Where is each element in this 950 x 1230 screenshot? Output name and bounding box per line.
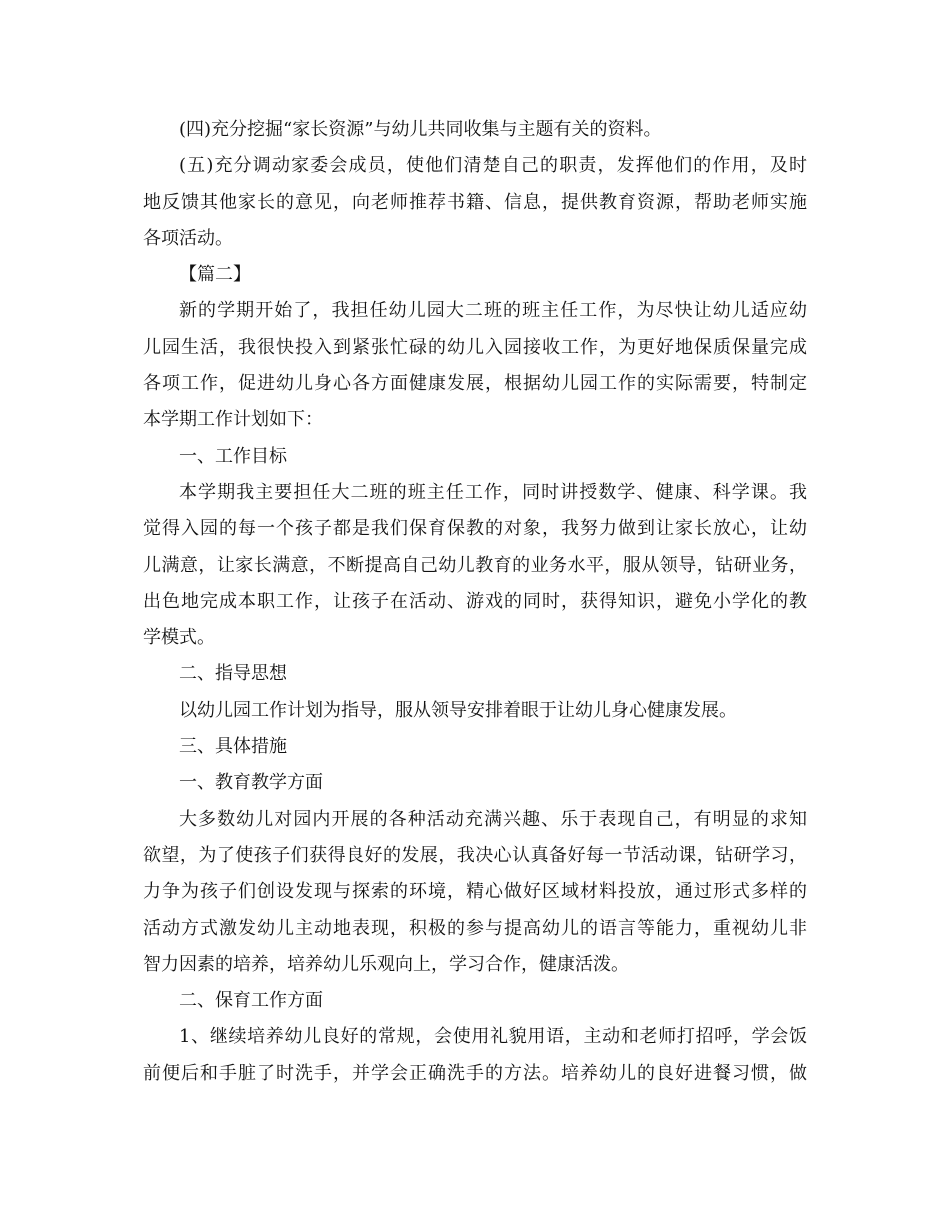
paragraph-line: 1、继续培养幼儿良好的常规，会使用礼貌用语，主动和老师打招呼，学会饭 bbox=[179, 1026, 807, 1048]
paragraph-line: 智力因素的培养，培养幼儿乐观向上，学习合作，健康活泼。 bbox=[143, 953, 629, 975]
paragraph-line: 出色地完成本职工作，让孩子在活动、游戏的同时，获得知识，避免小学化的教 bbox=[143, 590, 807, 612]
paragraph-line: (四)充分挖掘“家长资源”与幼儿共同收集与主题有关的资料。 bbox=[179, 119, 662, 140]
paragraph-line: 学模式。 bbox=[143, 627, 215, 649]
paragraph-line: 新的学期开始了，我担任幼儿园大二班的班主任工作，为尽快让幼儿适应幼 bbox=[179, 300, 807, 322]
paragraph-line: 本学期工作计划如下： bbox=[143, 409, 323, 431]
paragraph-line: 地反馈其他家长的意见，向老师推荐书籍、信息，提供教育资源，帮助老师实施 bbox=[143, 191, 807, 213]
paragraph-line: (五)充分调动家委会成员，使他们清楚自己的职责，发挥他们的作用，及时 bbox=[179, 155, 807, 177]
paragraph-line: 前便后和手脏了时洗手，并学会正确洗手的方法。培养幼儿的良好进餐习惯，做 bbox=[143, 1062, 807, 1084]
paragraph-line: 本学期我主要担任大二班的班主任工作，同时讲授数学、健康、科学课。我 bbox=[179, 481, 807, 503]
section-heading: 【篇二】 bbox=[179, 264, 251, 286]
paragraph-line: 各项工作，促进幼儿身心各方面健康发展，根据幼儿园工作的实际需要，特制定 bbox=[143, 373, 807, 395]
paragraph-line: 各项活动。 bbox=[143, 227, 233, 249]
section-heading: 二、指导思想 bbox=[179, 663, 287, 685]
paragraph-line: 力争为孩子们创设发现与探索的环境，精心做好区域材料投放，通过形式多样的 bbox=[143, 881, 807, 903]
paragraph-line: 以幼儿园工作计划为指导，服从领导安排着眼于让幼儿身心健康发展。 bbox=[179, 699, 737, 721]
paragraph-line: 欲望，为了使孩子们获得良好的发展，我决心认真备好每一节活动课，钻研学习， bbox=[143, 844, 807, 866]
paragraph-line: 儿满意，让家长满意，不断提高自己幼儿教育的业务水平，服从领导，钻研业务， bbox=[143, 554, 807, 576]
section-heading: 一、教育教学方面 bbox=[179, 772, 323, 794]
section-heading: 二、保育工作方面 bbox=[179, 990, 323, 1012]
document-body bbox=[143, 112, 807, 1092]
paragraph-line: 儿园生活，我很快投入到紧张忙碌的幼儿入园接收工作，为更好地保质保量完成 bbox=[143, 336, 807, 358]
section-heading: 一、工作目标 bbox=[179, 445, 287, 467]
paragraph-line: 觉得入园的每一个孩子都是我们保育保教的对象，我努力做到让家长放心，让幼 bbox=[143, 518, 807, 540]
section-heading: 三、具体措施 bbox=[179, 736, 287, 758]
paragraph-line: 大多数幼儿对园内开展的各种活动充满兴趣、乐于表现自己，有明显的求知 bbox=[179, 808, 807, 830]
paragraph-line: 活动方式激发幼儿主动地表现，积极的参与提高幼儿的语言等能力，重视幼儿非 bbox=[143, 917, 807, 939]
